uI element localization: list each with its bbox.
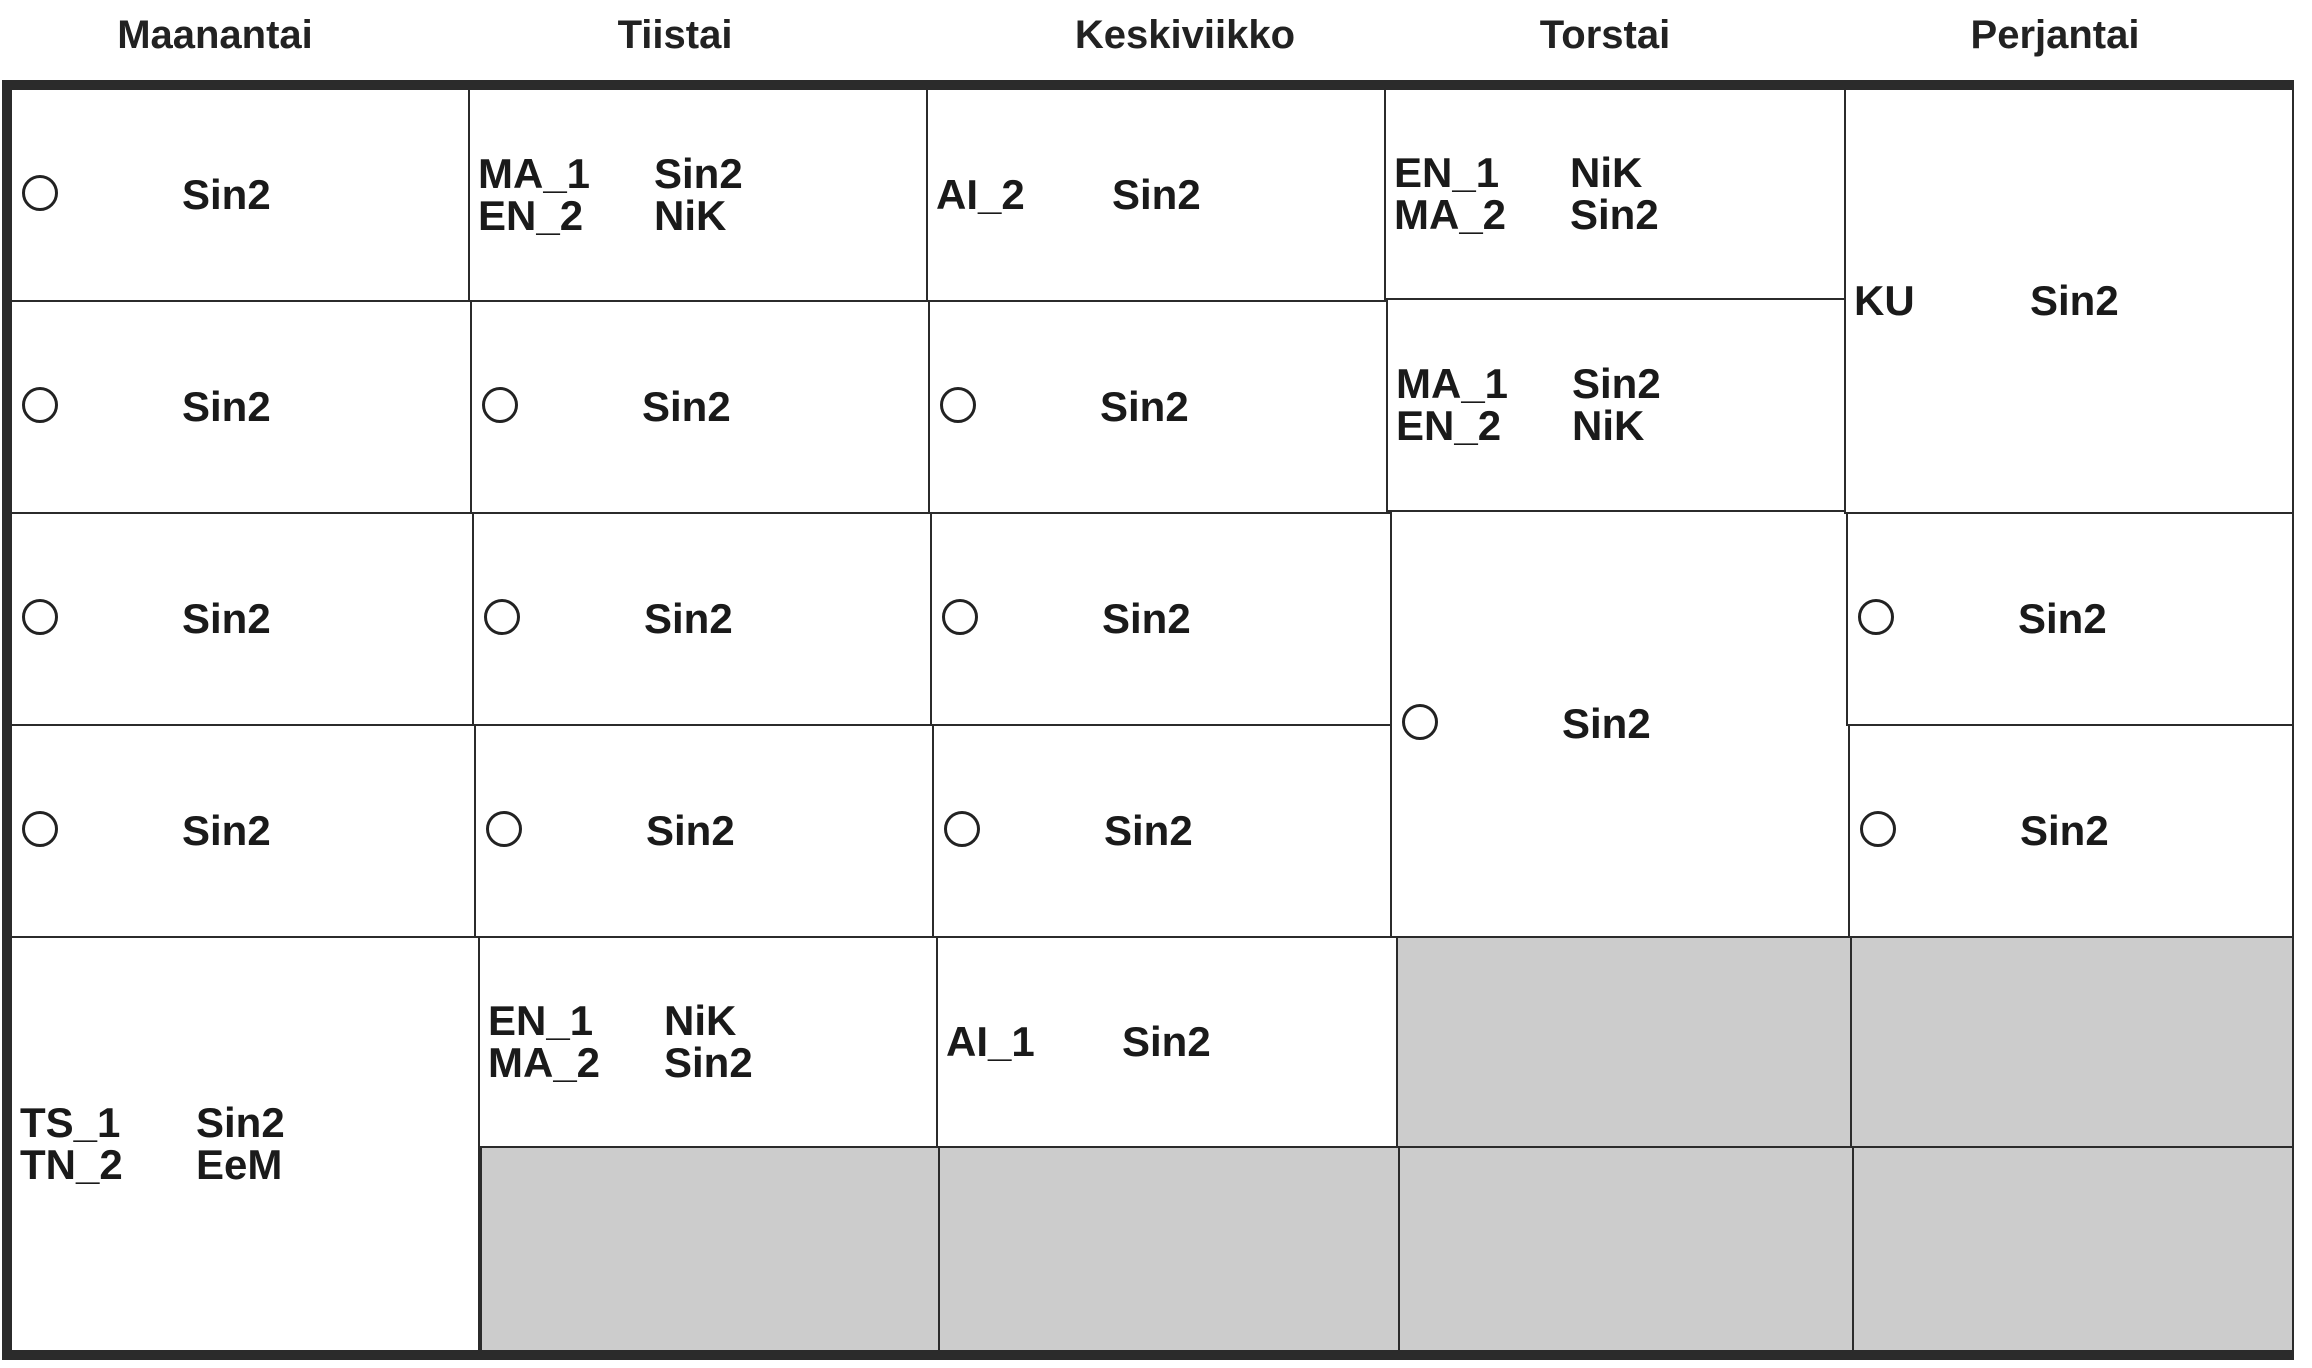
teacher-code: Sin2 <box>2030 277 2119 324</box>
course-code: EN_2 <box>478 192 584 239</box>
teacher-code: Sin2 <box>1572 360 1661 407</box>
teacher-code: Sin2 <box>1562 700 1651 747</box>
lesson-entry <box>20 1099 285 1188</box>
teacher-code: NiK <box>664 997 737 1044</box>
lesson-entry <box>1854 277 2119 324</box>
timetable-cell[interactable] <box>10 88 470 302</box>
teacher-code: NiK <box>1572 402 1645 449</box>
course-code: EN_2 <box>1396 402 1502 449</box>
timetable-grid <box>2 80 2294 1360</box>
lesson-entry <box>936 171 1201 218</box>
teacher-code: Sin2 <box>182 595 271 642</box>
timetable-cell[interactable] <box>930 512 1392 726</box>
teacher-code: Sin2 <box>646 807 735 854</box>
timetable-cell[interactable] <box>1846 512 2294 726</box>
slot-radio-button[interactable] <box>1402 704 1438 740</box>
slot-radio-button[interactable] <box>22 175 58 211</box>
empty-slot <box>1850 936 2294 1148</box>
timetable-cell <box>10 936 480 1352</box>
teacher-code: Sin2 <box>182 807 271 854</box>
course-code: TS_1 <box>20 1099 121 1146</box>
course-code: MA_1 <box>478 150 591 197</box>
slot-radio-button[interactable] <box>1858 599 1894 635</box>
course-code: AI_2 <box>936 171 1025 218</box>
teacher-code: NiK <box>654 192 727 239</box>
lesson-entry <box>1394 149 1659 238</box>
slot-radio-button[interactable] <box>486 811 522 847</box>
day-header-torstai: Torstai <box>1539 12 1671 57</box>
day-header-tiistai: Tiistai <box>617 12 733 57</box>
slot-radio-button[interactable] <box>22 599 58 635</box>
course-code: EN_1 <box>1394 149 1500 196</box>
teacher-code: Sin2 <box>1100 383 1189 430</box>
slot-radio-button[interactable] <box>22 811 58 847</box>
slot-radio-button[interactable] <box>1860 811 1896 847</box>
empty-slot <box>1396 936 1858 1148</box>
teacher-code: Sin2 <box>664 1039 753 1086</box>
teacher-code: Sin2 <box>182 383 271 430</box>
teacher-code: Sin2 <box>1112 171 1201 218</box>
lesson-entry <box>1396 360 1661 449</box>
course-code: KU <box>1854 277 1915 324</box>
timetable-cell <box>468 88 928 302</box>
empty-slot <box>1398 1146 1860 1352</box>
course-code: MA_1 <box>1396 360 1509 407</box>
timetable-cell[interactable] <box>470 300 930 514</box>
teacher-code: EeM <box>196 1141 283 1188</box>
slot-radio-button[interactable] <box>944 811 980 847</box>
course-code: TN_2 <box>20 1141 123 1188</box>
timetable-cell[interactable] <box>474 724 934 938</box>
timetable-cell[interactable] <box>10 724 476 938</box>
teacher-code: Sin2 <box>644 595 733 642</box>
timetable-cell <box>1384 88 1846 300</box>
timetable-cell[interactable] <box>1390 510 1852 938</box>
lesson-entry <box>488 997 753 1086</box>
teacher-code: Sin2 <box>1104 807 1193 854</box>
timetable-cell[interactable] <box>1848 724 2294 938</box>
lesson-entry <box>478 150 743 239</box>
timetable-cell <box>478 936 938 1148</box>
timetable-cell[interactable] <box>10 512 474 726</box>
slot-radio-button[interactable] <box>942 599 978 635</box>
teacher-code: Sin2 <box>2018 595 2107 642</box>
timetable-cell <box>936 936 1398 1148</box>
slot-radio-button[interactable] <box>940 387 976 423</box>
teacher-code: Sin2 <box>642 383 731 430</box>
teacher-code: Sin2 <box>1102 595 1191 642</box>
course-code: AI_1 <box>946 1018 1035 1065</box>
slot-radio-button[interactable] <box>482 387 518 423</box>
teacher-code: Sin2 <box>1122 1018 1211 1065</box>
empty-slot <box>480 1146 940 1352</box>
empty-slot <box>938 1146 1400 1352</box>
day-header-maanantai: Maanantai <box>117 12 313 57</box>
slot-radio-button[interactable] <box>484 599 520 635</box>
timetable-cell[interactable] <box>10 300 472 514</box>
slot-radio-button[interactable] <box>22 387 58 423</box>
teacher-code: Sin2 <box>654 150 743 197</box>
day-header-perjantai: Perjantai <box>1970 12 2140 57</box>
course-code: MA_2 <box>488 1039 601 1086</box>
course-code: MA_2 <box>1394 191 1507 238</box>
lesson-entry <box>946 1018 1211 1065</box>
teacher-code: Sin2 <box>196 1099 285 1146</box>
timetable-cell <box>1844 88 2294 514</box>
teacher-code: Sin2 <box>182 171 271 218</box>
day-header-keskiviikko: Keskiviikko <box>1074 12 1296 57</box>
timetable-cell <box>926 88 1386 302</box>
timetable-cell[interactable] <box>928 300 1388 514</box>
timetable-cell <box>1386 298 1848 512</box>
timetable-cell[interactable] <box>472 512 932 726</box>
empty-slot <box>1852 1146 2294 1352</box>
teacher-code: Sin2 <box>2020 807 2109 854</box>
course-code: EN_1 <box>488 997 594 1044</box>
teacher-code: NiK <box>1570 149 1643 196</box>
timetable-cell[interactable] <box>932 724 1394 938</box>
teacher-code: Sin2 <box>1570 191 1659 238</box>
